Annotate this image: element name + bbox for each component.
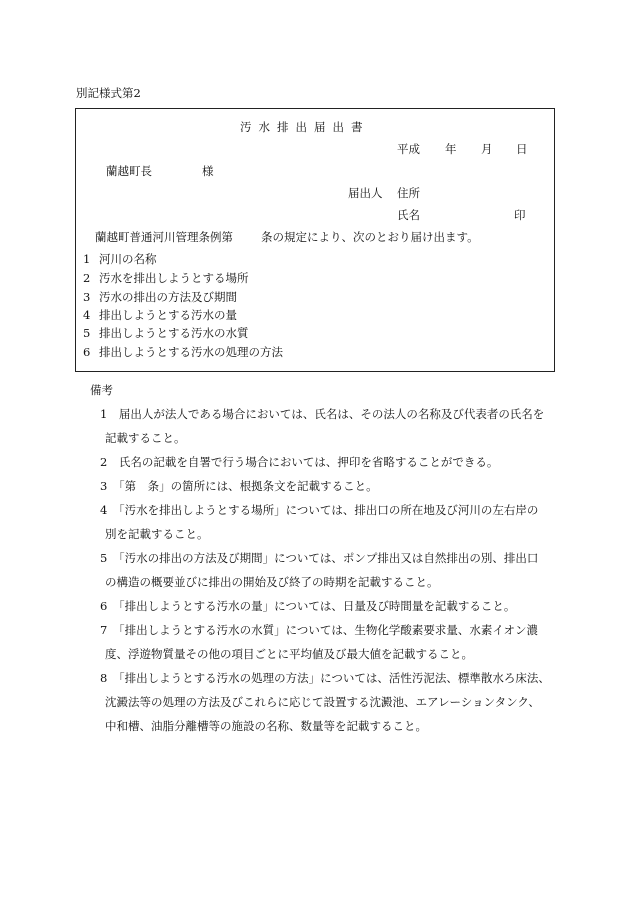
note-line: 沈澱法等の処理の方法及びこれらに応じて設置する沈澱池、エアレーションタンク、 — [105, 695, 540, 709]
statement-part2: 条の規定により、次のとおり届け出ます。 — [261, 230, 479, 244]
date-month: 月 — [481, 142, 493, 156]
item-number: 5 — [83, 326, 91, 340]
note-line: 6 「排出しようとする汚水の量」については、日量及び時間量を記載すること。 — [100, 599, 516, 613]
note-line: 記載すること。 — [105, 431, 186, 445]
applicant-label: 届出人 — [348, 186, 383, 200]
note-line: 8 「排出しようとする汚水の処理の方法」については、活性汚泥法、標準散水ろ床法、 — [100, 671, 550, 685]
note-line: の構造の概要並びに排出の開始及び終了の時期を記載すること。 — [105, 575, 439, 589]
list-item — [83, 254, 157, 266]
list-item — [83, 292, 237, 304]
item-number: 6 — [83, 345, 91, 359]
item-number: 2 — [83, 271, 91, 285]
form-title: 汚水排出届出書 — [240, 120, 370, 134]
date-era: 平成 — [397, 142, 420, 156]
item-text: 排出しようとする汚水の水質 — [99, 326, 249, 340]
item-number: 3 — [83, 290, 91, 304]
list-item — [83, 310, 237, 322]
item-text: 汚水を排出しようとする場所 — [99, 271, 249, 285]
item-text: 排出しようとする汚水の量 — [99, 308, 237, 322]
note-line: 2 氏名の記載を自署で行う場合においては、押印を省略することができる。 — [100, 455, 499, 469]
note-line: 1 届出人が法人である場合においては、氏名は、その法人の名称及び代表者の氏名を — [100, 407, 545, 421]
item-text: 排出しようとする汚水の処理の方法 — [99, 345, 283, 359]
note-line: 4 「汚水を排出しようとする場所」については、排出口の所在地及び河川の左右岸の — [100, 503, 539, 517]
note-line: 中和槽、油脂分離槽等の施設の名称、数量等を記載すること。 — [105, 719, 427, 733]
item-text: 河川の名称 — [99, 252, 157, 266]
list-item — [83, 347, 283, 359]
notes-heading: 備考 — [90, 383, 113, 397]
form-label: 別記様式第2 — [76, 86, 141, 100]
item-text: 汚水の排出の方法及び期間 — [99, 290, 237, 304]
applicant-seal: 印 — [514, 208, 526, 222]
date-year: 年 — [445, 142, 457, 156]
addressee-honorific: 様 — [202, 164, 214, 178]
applicant-address-label: 住所 — [397, 186, 420, 200]
note-line: 5 「汚水の排出の方法及び期間」については、ポンプ排出又は自然排出の別、排出口 — [100, 551, 539, 565]
date-day: 日 — [516, 142, 528, 156]
note-line: 7 「排出しようとする汚水の水質」については、生物化学酸素要求量、水素イオン濃 — [100, 623, 538, 637]
item-number: 1 — [83, 252, 91, 266]
item-number: 4 — [83, 308, 91, 322]
list-item — [83, 328, 249, 340]
statement-part1: 蘭越町普通河川管理条例第 — [95, 230, 233, 244]
note-line: 度、浮遊物質量その他の項目ごとに平均値及び最大値を記載すること。 — [105, 647, 473, 661]
list-item — [83, 273, 249, 285]
note-line: 3 「第 条」の箇所には、根拠条文を記載すること。 — [100, 479, 378, 493]
applicant-name-label: 氏名 — [397, 208, 420, 222]
addressee-name: 蘭越町長 — [106, 164, 152, 178]
note-line: 別を記載すること。 — [105, 527, 209, 541]
